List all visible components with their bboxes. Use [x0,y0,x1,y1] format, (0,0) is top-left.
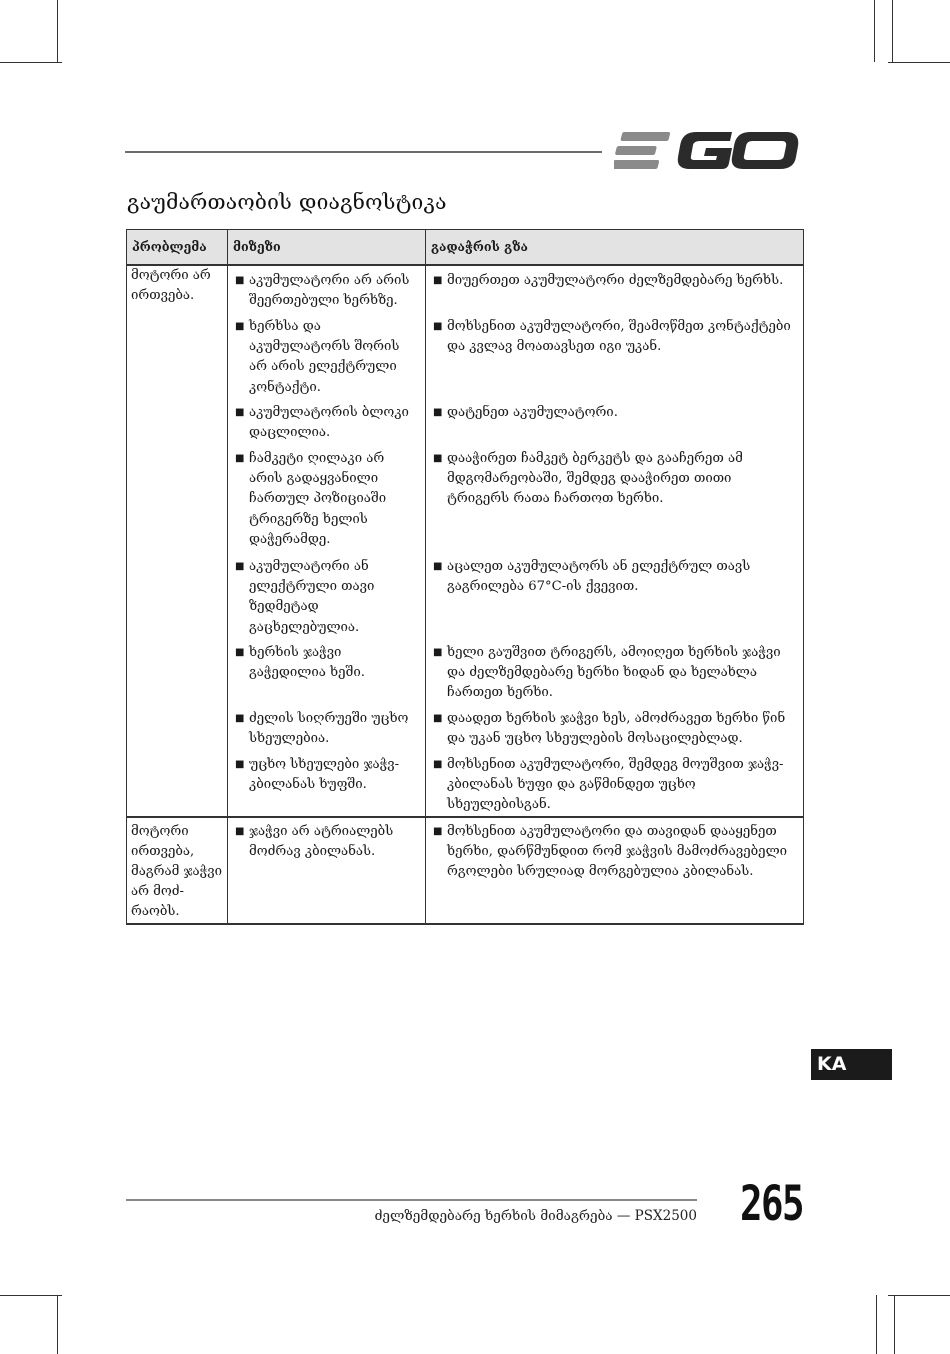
ego-logo [614,126,804,176]
bullet-icon: ■ [235,275,245,286]
table-row [127,317,804,403]
cause-text: აკუმულატორი ან ელექტრული თავი ზედმეტად გაცხელებულია. [249,559,375,635]
table-row [127,265,804,317]
cause-text: ხერხსა და აკუმულატორს შორის არ არის ელექტრული კონტაქტი. [249,319,400,395]
table-row [127,755,804,817]
bullet-icon: ■ [433,825,443,837]
table-row [127,817,804,924]
solution-text: დაადეთ ხერხის ჯაჭვი ხეს, ამოძრავეთ ხერხი წინ და უკან უცხო სხეულების მოსაცილებლად. [447,711,786,747]
cause-text: უცხო სხეულები ჯაჭვ-კბილანას ხუფში. [249,757,400,793]
bullet-icon: ■ [235,825,245,837]
column-header-cause: მიზეზი [228,230,426,266]
bullet-icon: ■ [235,453,245,464]
solution-text: ხელი გაუშვით ტრიგერს, ამოიღეთ ხერხის ჯაჭვი და ძელზემდებარე ხერხი ხიდან და ხელახლა ჩართეთ ხერხი. [447,645,781,701]
problem-cell: მოტორი არ ირთვება. [127,265,228,817]
crop-mark [57,1295,58,1354]
bullet-icon: ■ [433,759,443,770]
bullet-icon: ■ [235,647,245,658]
crop-mark [888,62,950,63]
bullet-icon: ■ [433,321,443,332]
bullet-icon: ■ [433,275,443,286]
column-header-problem: პრობლემა [127,230,228,266]
cause-text: ხერხის ჯაჭვი გაჭედილია ხეში. [249,645,365,681]
solution-text: აცალეთ აკუმულატორს ან ელექტრულ თავს გაგრილება 67°C-ის ქვევით. [447,559,751,595]
cause-text: ჯაჭვი არ ატრიალებს მოძრავ კბილანას. [249,823,394,859]
cause-text: ძელის სიღრუეში უცხო სხეულებია. [249,711,409,747]
solution-text: დატენეთ აკუმულატორი. [447,405,618,420]
solution-text: მოხსენით აკუმულატორი, შემდეგ მოუშვით ჯაჭვ-კბილანას ხუფი და გაწმინდეთ უცხო სხეულებისგან. [447,757,784,813]
column-header-solution: გადაჭრის გზა [426,230,804,266]
table-row [127,449,804,557]
table-row [127,403,804,449]
solution-text: მოხსენით აკუმულატორი და თავიდან დააყენეთ ხერხი, დარწმუნდით რომ ჯაჭვის მამოძრავებელი რგოლები სრულიად მორგებულია კბილანას. [447,823,788,880]
bullet-icon: ■ [433,407,443,418]
bullet-icon: ■ [235,561,245,572]
page-number: 265 [740,1176,803,1232]
table-row [127,709,804,755]
crop-mark [874,0,875,62]
cause-text: აკუმულატორი არ არის შეერთებული ხერხზე. [249,273,410,309]
footer-rule [126,1199,697,1201]
page-title: გაუმართაობის დიაგნოსტიკა [127,190,447,214]
problem-cell: მოტორი ირთვება, მაგრამ ჯაჭვი არ მოძ-რაობს. [127,817,228,924]
crop-mark [57,0,58,62]
solution-text: მიუერთეთ აკუმულატორი ძელზემდებარე ხერხს. [447,273,784,288]
table-row [127,557,804,643]
bullet-icon: ■ [235,321,245,332]
solution-text: მოხსენით აკუმულატორი, შეამოწმეთ კონტაქტები და კვლავ მოათავსეთ იგი უკან. [447,319,791,355]
cause-text: აკუმულატორის ბლოკი დაცლილია. [249,405,409,441]
bullet-icon: ■ [433,453,443,464]
table-row [127,643,804,709]
language-tab: KA [811,1049,892,1080]
bullet-icon: ■ [235,407,245,418]
bullet-icon: ■ [235,713,245,724]
crop-mark [894,1295,895,1354]
bullet-icon: ■ [433,561,443,572]
solution-text: დააჭირეთ ჩამკეტ ბერკეტს და გააჩერეთ ამ მდგომარეობაში, შემდეგ დააჭირეთ თითი ტრიგერს რათა ჩართოთ ხერხი. [447,451,743,507]
header-rule [125,151,602,153]
crop-mark [892,0,893,62]
troubleshooting-table [126,229,804,925]
crop-mark [0,1295,62,1296]
crop-mark [888,1295,950,1296]
table-header-row [127,230,804,266]
footer-text: ძელზემდებარე ხერხის მიმაგრება — PSX2500 [374,1208,697,1224]
cause-text: ჩამკეტი ღილაკი არ არის გადაყვანილი ჩართულ პოზიციაში ტრიგერზე ხელის დაჭერამდე. [249,451,387,547]
bullet-icon: ■ [433,713,443,724]
bullet-icon: ■ [433,647,443,658]
crop-mark [0,62,62,63]
bullet-icon: ■ [235,759,245,770]
crop-mark [876,1295,877,1354]
